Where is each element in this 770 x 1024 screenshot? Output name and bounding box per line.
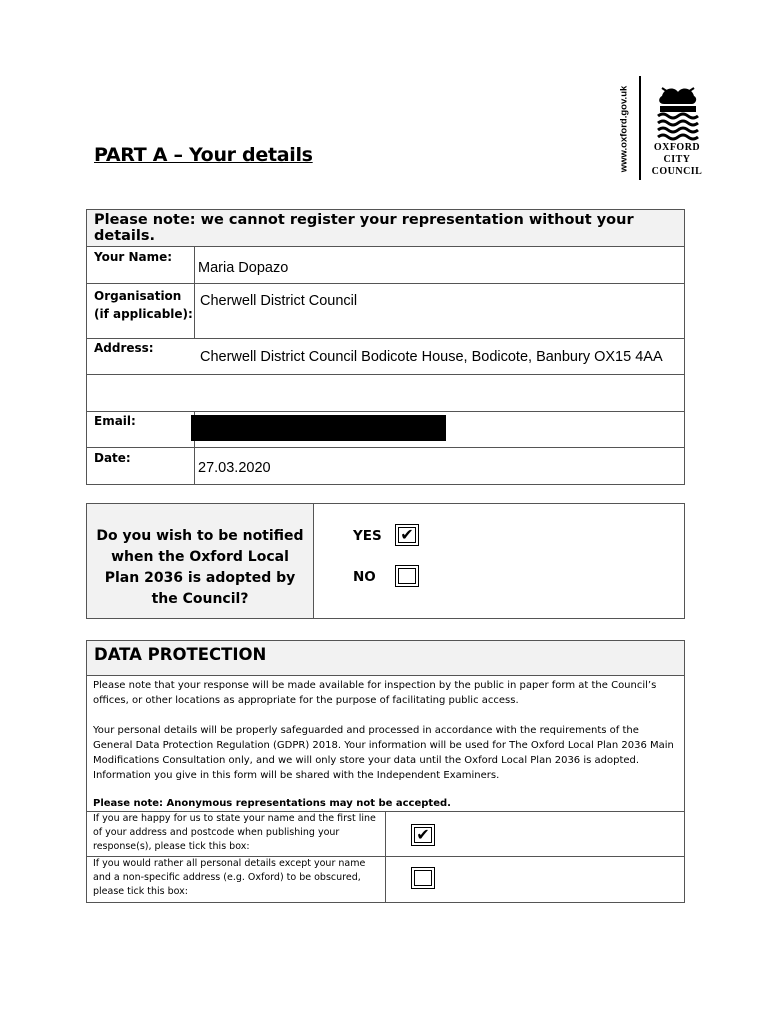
check-mark-icon: ✔: [414, 827, 432, 843]
check-mark-icon: ✔: [398, 527, 416, 543]
empty-checkbox-icon: [398, 568, 416, 584]
date-field[interactable]: 27.03.2020: [198, 460, 271, 476]
data-protection-table: [86, 640, 685, 903]
notify-yes-checkbox[interactable]: [395, 524, 419, 546]
notify-no-checkbox[interactable]: [395, 565, 419, 587]
notification-question: Do you wish to be notified when the Oxford Local Plan 2036 is adopted by the Council?: [96, 528, 304, 607]
name-label: Your Name:: [94, 250, 173, 264]
data-protection-paragraph-1: Please note that your response will be made available for inspection by the public in paper form at the Council’s offices, or other locations as appropriate for the purpose of facilitating public access.: [93, 680, 657, 706]
address-label: Address:: [94, 341, 154, 355]
email-redaction-bar: [191, 415, 446, 441]
page-heading: PART A – Your details: [94, 144, 313, 166]
obscure-option-checkbox[interactable]: [411, 867, 435, 889]
organisation-label-line: Organisation: [94, 289, 182, 303]
publish-option-checkbox[interactable]: [411, 824, 435, 846]
name-field[interactable]: Maria Dopazo: [198, 260, 289, 276]
empty-checkbox-icon: [414, 870, 432, 886]
organisation-label-line: (if applicable):: [94, 307, 193, 321]
council-crest-icon: [648, 86, 706, 142]
publish-option-text: If you are happy for us to state your name and the first line of your address and postcode when publishing your response(s), please tick this box:: [93, 813, 376, 852]
council-website-url: [612, 78, 636, 180]
address-field[interactable]: Cherwell District Council Bodicote House, Bodicote, Banbury OX15 4AA: [200, 349, 663, 365]
logo-divider: [639, 76, 641, 180]
anonymous-note: Please note: Anonymous representations may not be accepted.: [93, 798, 451, 809]
obscure-option-text: If you would rather all personal details except your name and a non-specific address (e.g. Oxford) to be obscured, please tick this box:: [93, 858, 366, 897]
council-name: [644, 142, 710, 178]
date-label: Date:: [94, 451, 131, 465]
data-protection-title: DATA PROTECTION: [94, 645, 267, 664]
logo-name-line: OXFORD: [653, 142, 701, 153]
yes-label: YES: [353, 528, 382, 544]
no-label: NO: [353, 569, 376, 585]
organisation-label: [94, 287, 193, 323]
notification-table: [86, 503, 685, 619]
data-protection-paragraph-2: Your personal details will be properly safeguarded and processed in accordance with the requirements of the General Data Protection Regulation (GDPR) 2018. Your information will be used for The Oxford Local Plan 2036 Main Modifications Consultation only, and we will only store your data until the Oxford Local Plan 2036 is adopted. Information you give in this form will be shared with the Independent Examiners.: [93, 725, 674, 781]
logo-name-line: CITY: [663, 154, 691, 165]
email-label: Email:: [94, 414, 136, 428]
logo-url-text: www.oxford.gov.uk: [618, 85, 630, 173]
logo-name-line: COUNCIL: [651, 166, 703, 177]
organisation-field[interactable]: Cherwell District Council: [200, 293, 358, 309]
details-table: [86, 209, 685, 485]
details-note: Please note: we cannot register your representation without your details.: [94, 212, 634, 244]
